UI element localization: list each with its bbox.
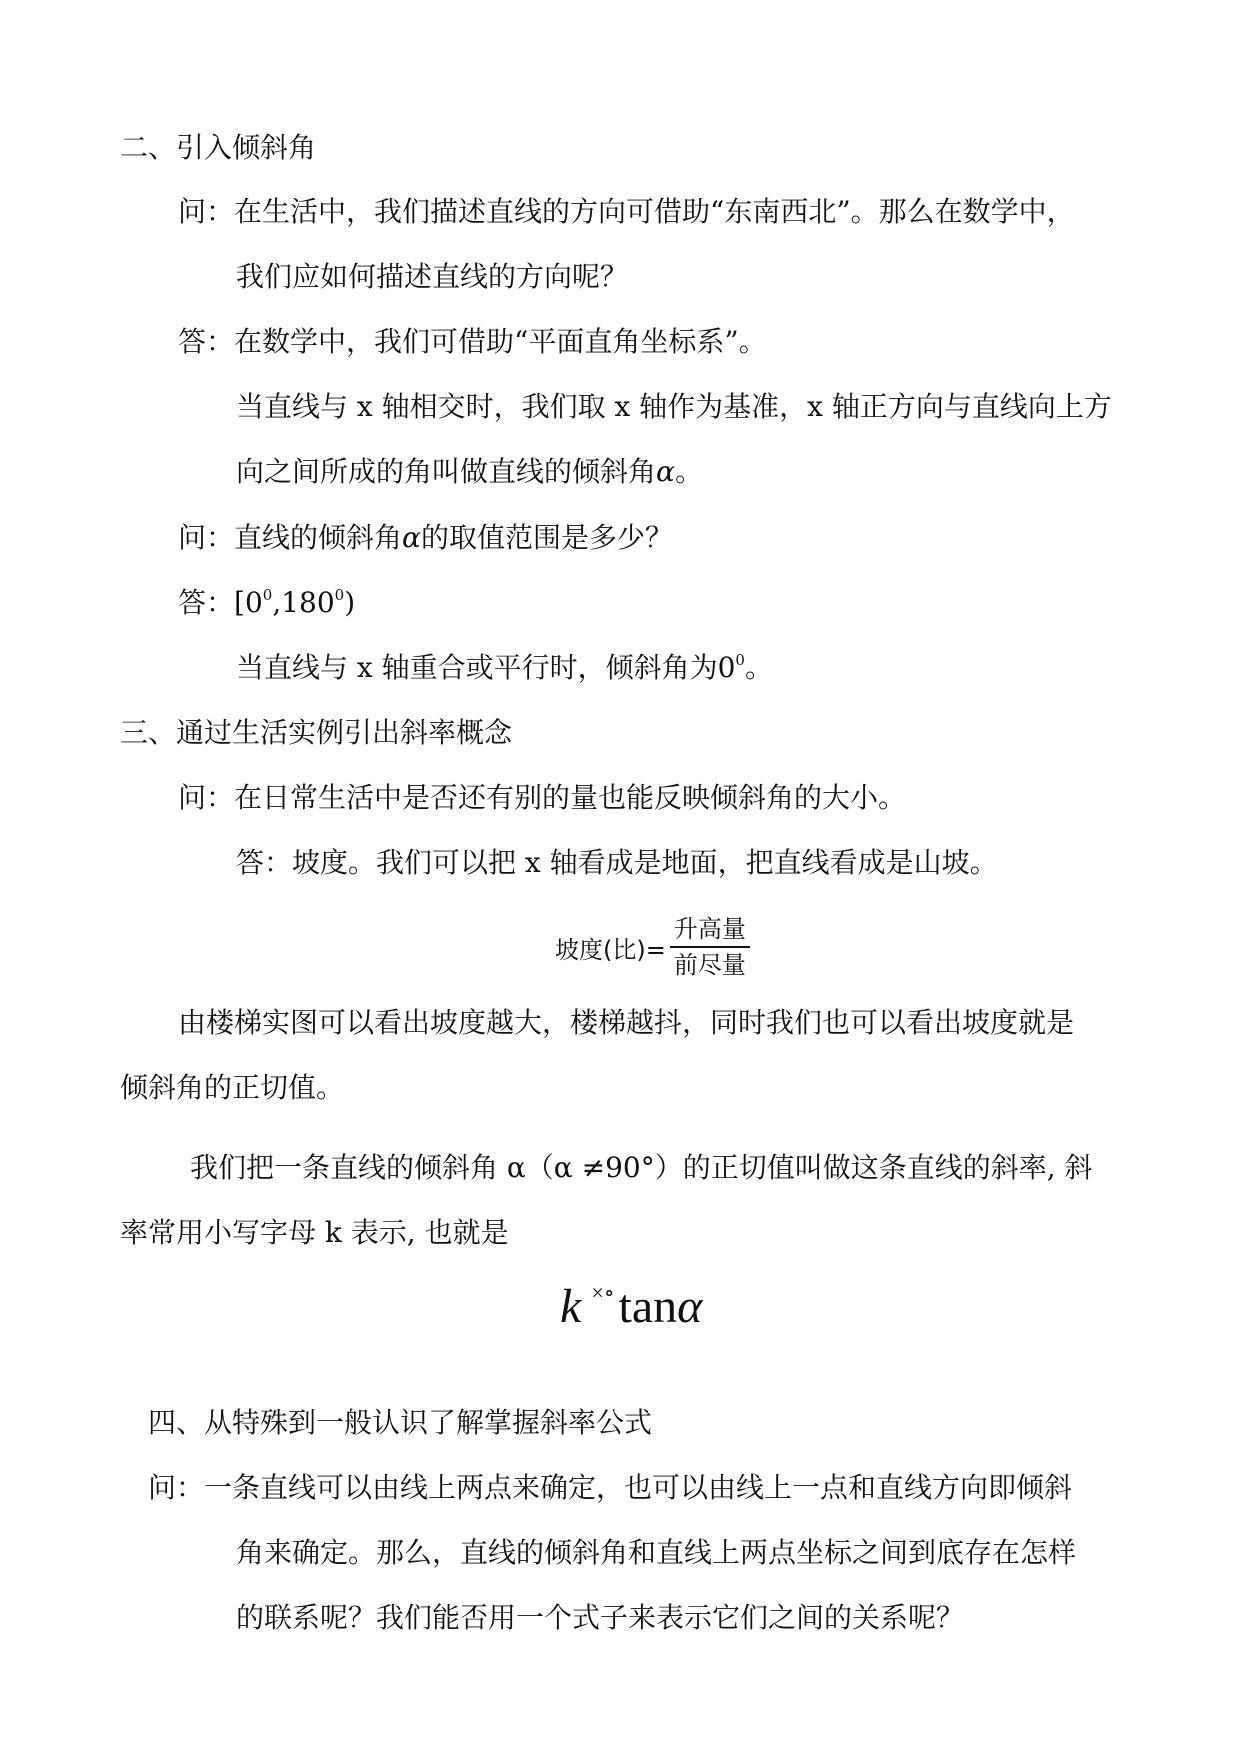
alpha-symbol: α bbox=[656, 455, 675, 488]
question-text: 直线的倾斜角 bbox=[234, 521, 403, 554]
range-text: $[0^0,180^0)$ bbox=[234, 586, 356, 619]
answer-line bbox=[236, 648, 773, 688]
slope-ratio-formula bbox=[555, 912, 750, 982]
paragraph-line: 我们把一条直线的倾斜角 α（α ≠90°）的正切值叫做这条直线的斜率, 斜 bbox=[190, 1151, 1093, 1184]
paragraph-line: 倾斜角的正切值。 bbox=[120, 1071, 345, 1104]
question-line bbox=[148, 1468, 1072, 1508]
question-label: 问： bbox=[178, 195, 235, 228]
paragraph-line: 由楼梯实图可以看出坡度越大，楼梯越抖，同时我们也可以看出坡度就是 bbox=[178, 1006, 1075, 1039]
answer-line: 当直线与 x 轴相交时，我们取 x 轴作为基准，x 轴正方向与直线向上方 bbox=[236, 390, 1112, 423]
fraction-denominator: 前尽量 bbox=[673, 951, 746, 979]
formula-k: k bbox=[560, 1280, 582, 1333]
answer-line: 答：坡度。我们可以把 x 轴看成是地面，把直线看成是山坡。 bbox=[236, 846, 998, 879]
section-heading: 三、通过生活实例引出斜率概念 bbox=[120, 716, 513, 749]
answer-line bbox=[236, 452, 703, 492]
fraction-numerator: 升高量 bbox=[670, 914, 750, 948]
question-text: 在日常生活中是否还有别的量也能反映倾斜角的大小。 bbox=[234, 781, 907, 814]
paragraph-line: 率常用小写字母 k 表示, 也就是 bbox=[120, 1216, 509, 1249]
alpha-symbol: α bbox=[402, 521, 421, 554]
answer-text: 。 bbox=[674, 455, 703, 488]
answer-label: 答： bbox=[178, 586, 235, 619]
answer-text: 当直线与 x 轴重合或平行时，倾斜角为 bbox=[236, 651, 718, 684]
fraction bbox=[670, 914, 750, 980]
question-line: 角来确定。那么，直线的倾斜角和直线上两点坐标之间到底存在怎样 bbox=[236, 1536, 1077, 1569]
answer-line bbox=[178, 583, 355, 623]
answer-text: 。 bbox=[744, 651, 773, 684]
answer-text: 在数学中，我们可借助“平面直角坐标系”。 bbox=[234, 325, 767, 358]
section-heading: 二、引入倾斜角 bbox=[120, 131, 317, 164]
question-label: 问： bbox=[148, 1471, 205, 1504]
question-line: 的联系呢？我们能否用一个式子来表示它们之间的关系呢？ bbox=[236, 1601, 965, 1634]
section-heading: 四、从特殊到一般认识了解掌握斜率公式 bbox=[148, 1406, 653, 1439]
question-line bbox=[178, 192, 1075, 232]
answer-label: 答： bbox=[178, 325, 235, 358]
question-label: 问： bbox=[178, 781, 235, 814]
formula-garbled-glyph: ×∘ bbox=[591, 1280, 615, 1305]
question-text: 的取值范围是多少？ bbox=[420, 521, 673, 554]
question-line bbox=[178, 518, 673, 558]
formula-tan: tan bbox=[618, 1280, 678, 1333]
question-text: 在生活中，我们描述直线的方向可借助“东南西北”。那么在数学中， bbox=[234, 195, 1075, 228]
formula-alpha: α bbox=[677, 1280, 703, 1333]
slope-formula bbox=[560, 1258, 703, 1333]
answer-text: 向之间所成的角叫做直线的倾斜角 bbox=[236, 455, 657, 488]
question-line: 我们应如何描述直线的方向呢？ bbox=[236, 260, 629, 293]
degree-value: $0^0$ bbox=[717, 651, 745, 684]
question-label: 问： bbox=[178, 521, 235, 554]
question-line bbox=[178, 778, 906, 818]
question-text: 一条直线可以由线上两点来确定，也可以由线上一点和直线方向即倾斜 bbox=[204, 1471, 1073, 1504]
answer-line bbox=[178, 322, 767, 362]
formula-lhs: 坡度(比)= bbox=[555, 935, 666, 964]
